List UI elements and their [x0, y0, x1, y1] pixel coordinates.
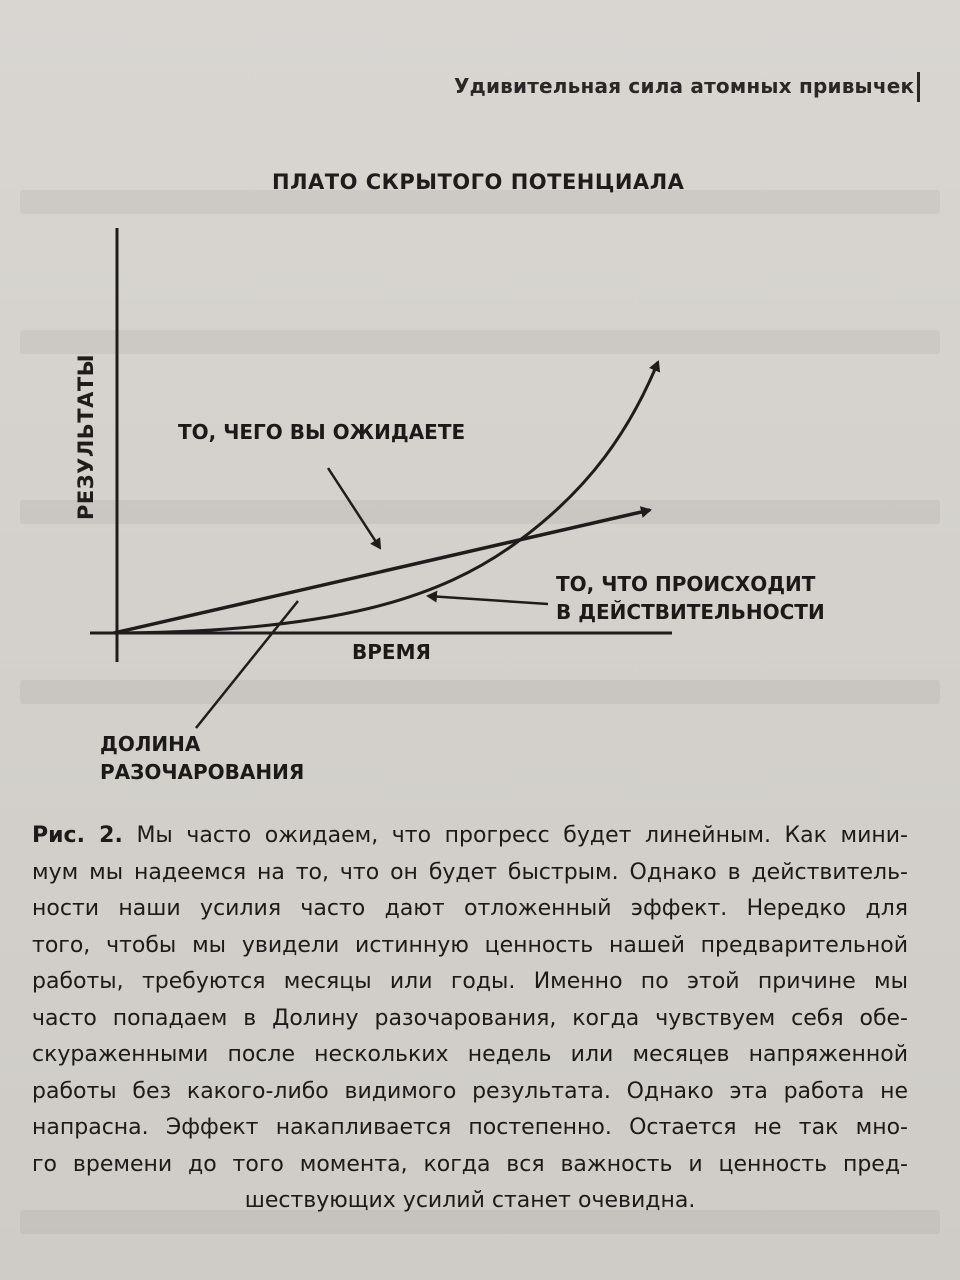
caption-line: ности наши усилия часто дают отложенный эффект. Нередко для: [32, 896, 908, 921]
caption-line: мум мы надеемся на то, что он будет быстрым. Однако в действитель-: [32, 859, 908, 885]
figure-number: Рис. 2.: [32, 823, 123, 848]
figure-title: ПЛАТО СКРЫТОГО ПОТЕНЦИАЛА: [272, 170, 685, 194]
figure-caption: [32, 818, 908, 1220]
expected-pointer: [328, 468, 380, 548]
caption-line: работы, требуются месяцы или годы. Именно по этой причине мы: [32, 969, 908, 994]
caption-line: Рис. 2. Мы часто ожидаем, что прогресс будет линейным. Как мини-: [32, 823, 908, 848]
actual-pointer: [428, 596, 548, 604]
valley-pointer: [196, 601, 298, 728]
caption-line: го времени до того момента, когда вся важность и ценность пред-: [32, 1151, 908, 1177]
y-axis-label: РЕЗУЛЬТАТЫ: [74, 354, 98, 520]
x-axis-label: ВРЕМЯ: [352, 640, 431, 664]
caption-line: шествующих усилий станет очевидна.: [244, 1188, 696, 1213]
actual-label-line1: ТО, ЧТО ПРОИСХОДИТ: [556, 572, 816, 596]
caption-line: того, чтобы мы увидели истинную ценность нашей предварительной: [32, 932, 908, 958]
actual-label-line2: В ДЕЙСТВИТЕЛЬНОСТИ: [556, 600, 825, 624]
caption-line: скураженными после нескольких недель или месяцев напряженной: [32, 1042, 908, 1067]
valley-label-line1: ДОЛИНА: [100, 732, 201, 756]
expected-label: ТО, ЧЕГО ВЫ ОЖИДАЕТЕ: [178, 420, 466, 444]
caption-line: часто попадаем в Долину разочарования, когда чувствуем себя обе-: [32, 1005, 908, 1031]
running-head: Удивительная сила атомных привычек: [454, 74, 915, 98]
caption-line: напрасна. Эффект накапливается постепенно. Остается не так мно-: [32, 1115, 908, 1140]
caption-line: работы без какого-либо видимого результата. Однако эта работа не: [32, 1078, 908, 1104]
valley-label-line2: РАЗОЧАРОВАНИЯ: [100, 760, 305, 784]
